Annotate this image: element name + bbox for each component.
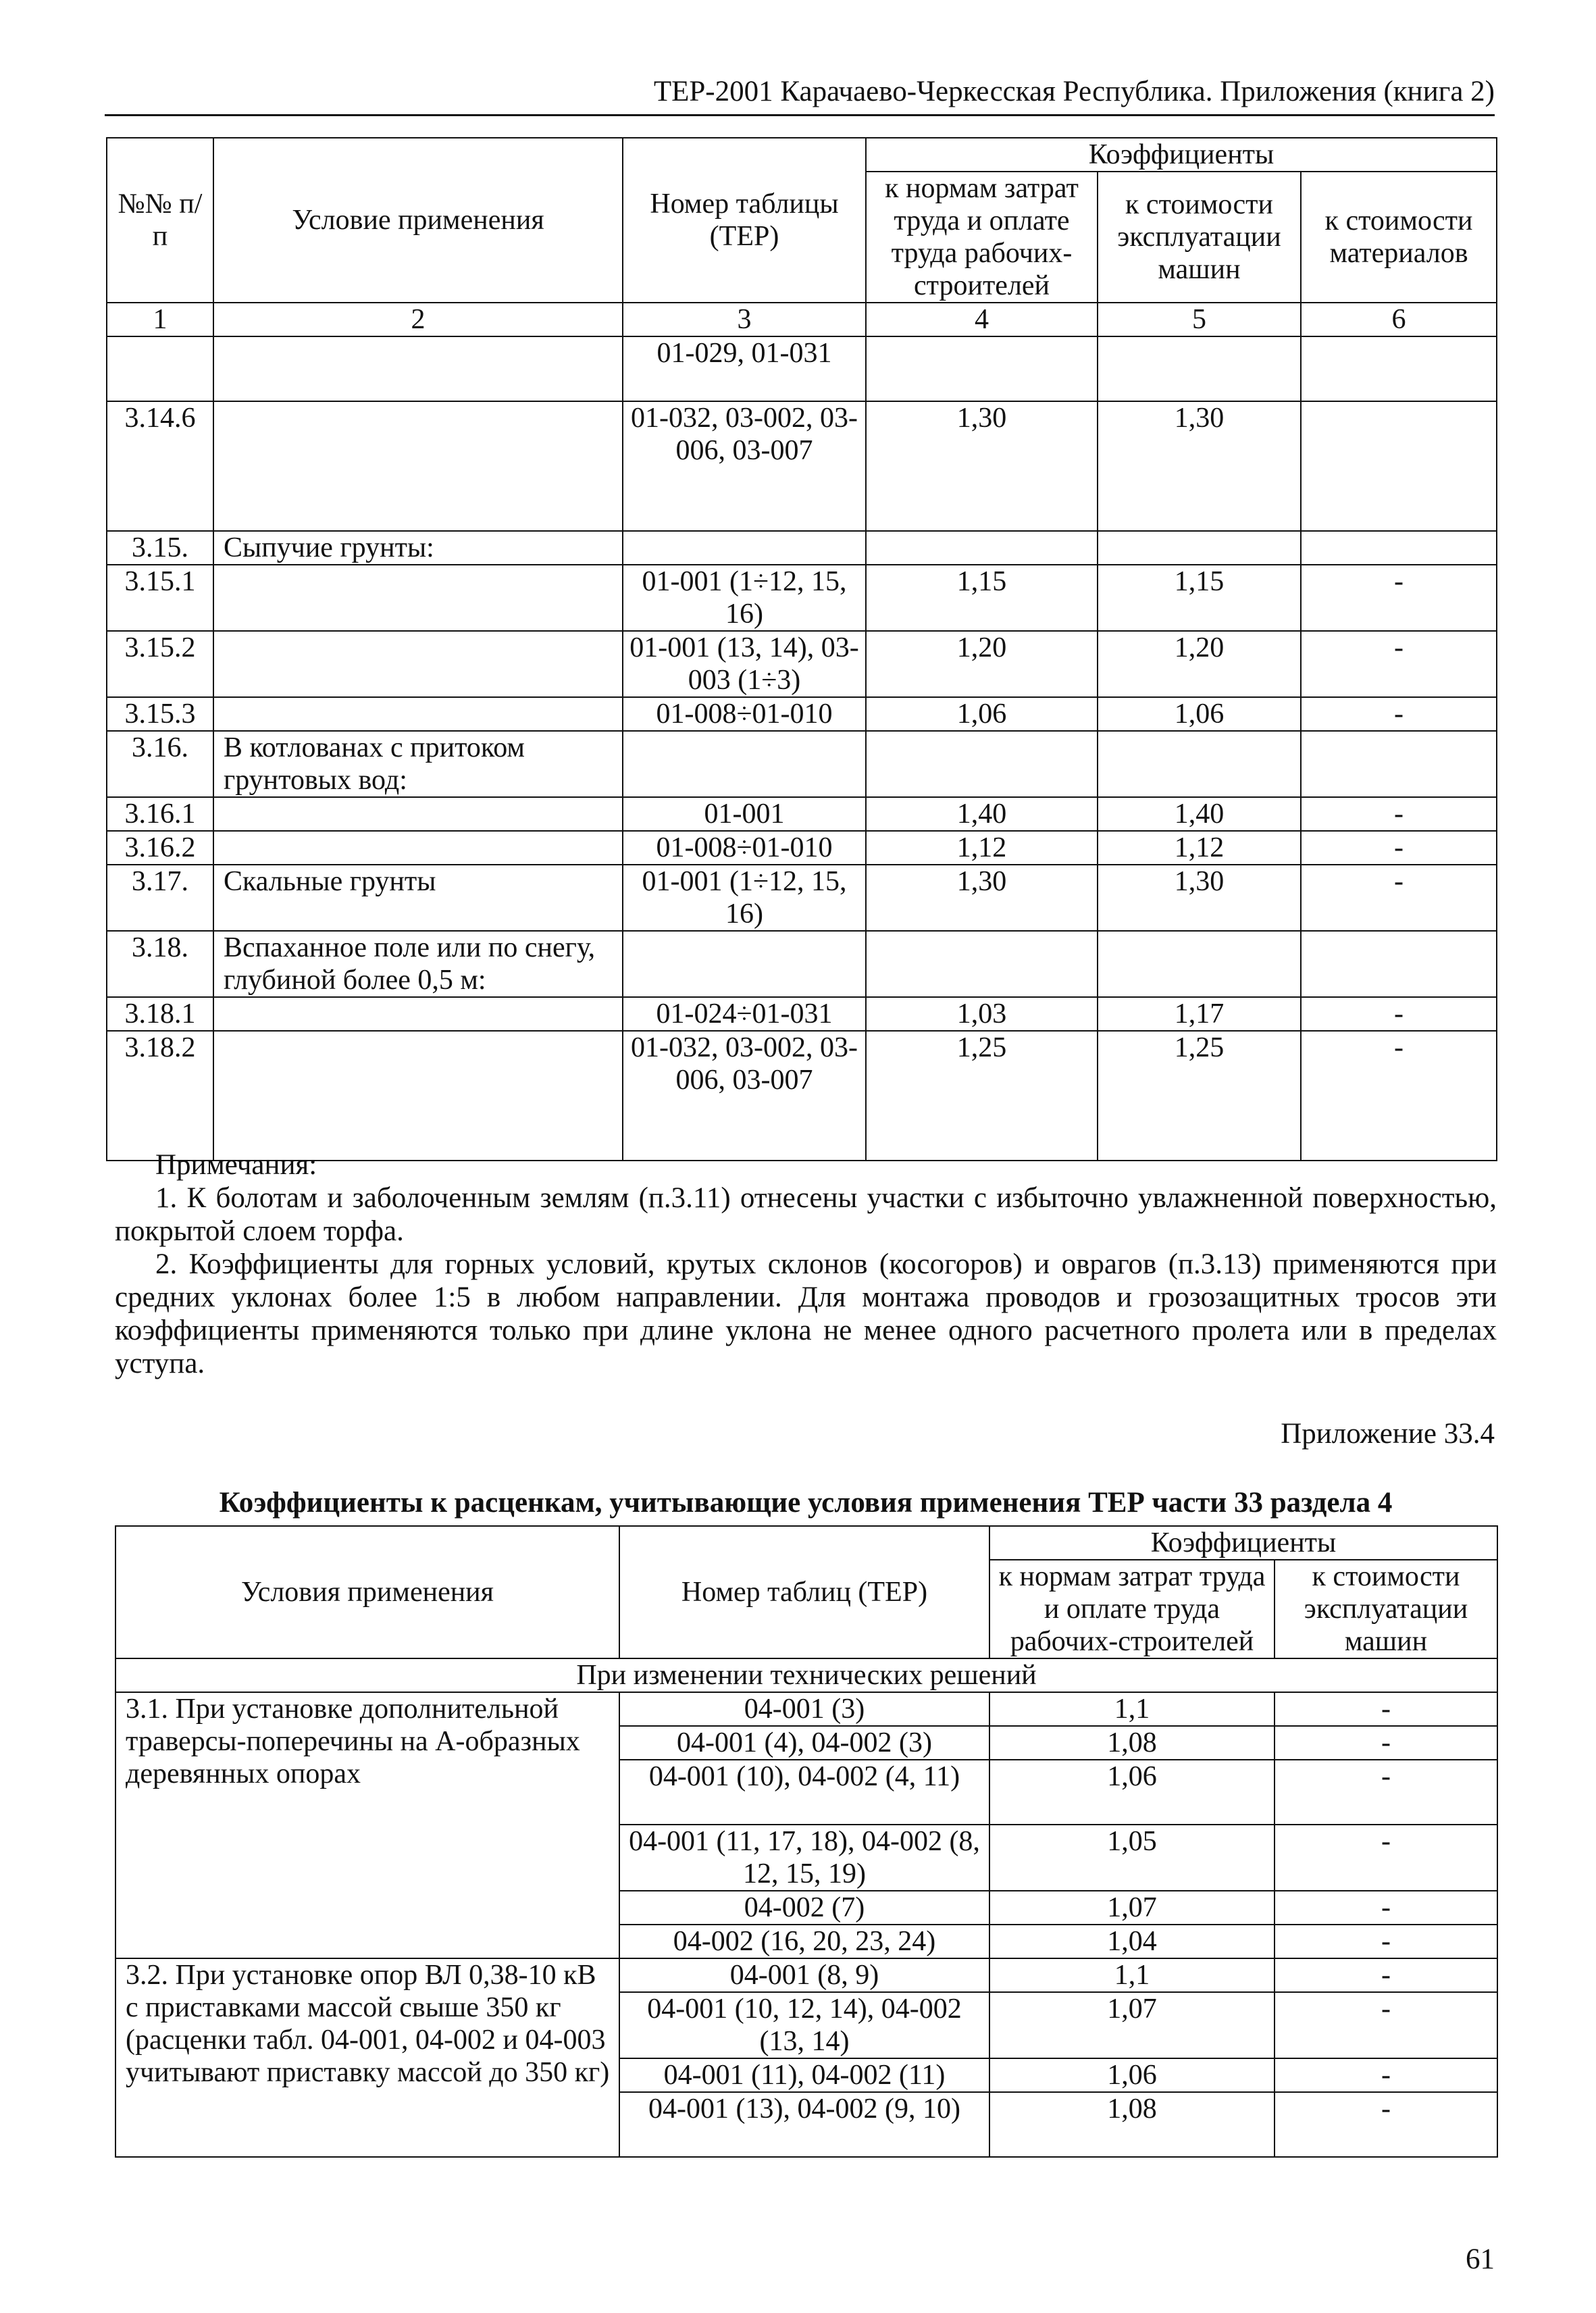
row-condition <box>213 565 623 631</box>
row-num: 3.14.6 <box>107 401 213 531</box>
row-labor <box>866 931 1098 997</box>
row-labor: 1,15 <box>866 565 1098 631</box>
row-labor: 1,08 <box>989 1726 1275 1760</box>
t2-header-coef-labor: к нормам затрат труда и оплате труда рабочих-строителей <box>989 1560 1275 1658</box>
row-machines: 1,30 <box>1098 865 1301 931</box>
row-labor: 1,1 <box>989 1958 1275 1992</box>
row-labor: 1,08 <box>989 2092 1275 2157</box>
row-table <box>623 931 866 997</box>
row-condition <box>213 401 623 531</box>
row-condition <box>213 631 623 697</box>
table-row <box>115 1958 1497 1992</box>
row-materials: - <box>1301 631 1497 697</box>
row-num: 3.15.3 <box>107 697 213 731</box>
row-table: 04-001 (10), 04-002 (4, 11) <box>619 1760 989 1825</box>
row-num: 3.16.1 <box>107 797 213 831</box>
row-machines: 1,20 <box>1098 631 1301 697</box>
row-labor: 1,04 <box>989 1925 1275 1958</box>
row-num: 3.17. <box>107 865 213 931</box>
row-machines: - <box>1275 1760 1497 1825</box>
row-labor: 1,30 <box>866 865 1098 931</box>
row-labor: 1,06 <box>989 1760 1275 1825</box>
header-coef-materials: к стоимости материалов <box>1301 172 1497 303</box>
row-table: 04-001 (13), 04-002 (9, 10) <box>619 2092 989 2157</box>
t2-header-table-number: Номер таблиц (ТЕР) <box>619 1526 989 1658</box>
row-machines: 1,15 <box>1098 565 1301 631</box>
row-table: 04-001 (3) <box>619 1692 989 1726</box>
row-condition <box>213 797 623 831</box>
row-machines: 1,06 <box>1098 697 1301 731</box>
t2-group2-condition: 3.2. При установке опор ВЛ 0,38-10 кВ с приставками массой свыше 350 кг (расценки табл. 04-001, 04-002 и 04-003 учитывают приставку массой до 350 кг) <box>115 1958 619 2157</box>
row-labor: 1,06 <box>866 697 1098 731</box>
page-number: 61 <box>1466 2243 1495 2275</box>
running-header <box>105 73 1495 116</box>
header-coefficients: Коэффициенты <box>866 138 1497 172</box>
row-table: 04-002 (16, 20, 23, 24) <box>619 1925 989 1958</box>
row-labor: 1,07 <box>989 1992 1275 2058</box>
row-materials <box>1301 931 1497 997</box>
row-labor: 1,12 <box>866 831 1098 865</box>
row-labor <box>866 531 1098 565</box>
table-row <box>107 931 1497 997</box>
row-table: 01-032, 03-002, 03-006, 03-007 <box>623 1031 866 1161</box>
row-machines <box>1098 336 1301 401</box>
row-machines: - <box>1275 1692 1497 1726</box>
row-machines: 1,12 <box>1098 831 1301 865</box>
row-condition <box>213 697 623 731</box>
row-table: 01-008÷01-010 <box>623 697 866 731</box>
col-number-1: 1 <box>107 303 213 336</box>
table-row <box>107 731 1497 797</box>
t2-section-heading: При изменении технических решений <box>115 1658 1497 1692</box>
table-row <box>107 831 1497 865</box>
row-table: 04-001 (4), 04-002 (3) <box>619 1726 989 1760</box>
row-materials <box>1301 531 1497 565</box>
table-row <box>107 531 1497 565</box>
row-labor: 1,25 <box>866 1031 1098 1161</box>
row-machines: - <box>1275 1925 1497 1958</box>
row-labor: 1,30 <box>866 401 1098 531</box>
row-machines: 1,30 <box>1098 401 1301 531</box>
row-labor: 1,1 <box>989 1692 1275 1726</box>
row-labor: 1,20 <box>866 631 1098 697</box>
row-table: 04-001 (10, 12, 14), 04-002 (13, 14) <box>619 1992 989 2058</box>
table-row <box>107 565 1497 631</box>
header-num: №№ п/п <box>107 138 213 303</box>
table-row <box>107 631 1497 697</box>
row-condition: Сыпучие грунты: <box>213 531 623 565</box>
note-1: 1. К болотам и заболоченным землям (п.3.11) отнесены участки с избыточно увлажненной поверхностью, покрытой слоем торфа. <box>115 1182 1497 1247</box>
table-row <box>107 865 1497 931</box>
row-num <box>107 336 213 401</box>
row-machines <box>1098 731 1301 797</box>
row-num: 3.16. <box>107 731 213 797</box>
row-materials <box>1301 731 1497 797</box>
col-number-6: 6 <box>1301 303 1497 336</box>
row-num: 3.18. <box>107 931 213 997</box>
row-machines: - <box>1275 2092 1497 2157</box>
row-labor: 1,07 <box>989 1891 1275 1925</box>
row-labor: 1,40 <box>866 797 1098 831</box>
coefficients-table-part-1 <box>106 137 1497 1161</box>
row-machines: - <box>1275 1825 1497 1891</box>
header-table-number: Номер таблицы (ТЕР) <box>623 138 866 303</box>
row-table: 04-001 (11, 17, 18), 04-002 (8, 12, 15, 19) <box>619 1825 989 1891</box>
row-machines: 1,17 <box>1098 997 1301 1031</box>
col-number-5: 5 <box>1098 303 1301 336</box>
row-num: 3.15.2 <box>107 631 213 697</box>
row-table <box>623 731 866 797</box>
row-labor: 1,05 <box>989 1825 1275 1891</box>
row-table: 01-001 (13, 14), 03-003 (1÷3) <box>623 631 866 697</box>
row-machines: - <box>1275 1726 1497 1760</box>
t2-header-coefficients: Коэффициенты <box>989 1526 1497 1560</box>
row-condition <box>213 831 623 865</box>
row-materials <box>1301 401 1497 531</box>
header-condition: Условие применения <box>213 138 623 303</box>
row-machines: - <box>1275 1958 1497 1992</box>
row-machines: - <box>1275 1891 1497 1925</box>
table-row <box>107 997 1497 1031</box>
coefficients-table-part-2 <box>115 1525 1498 2158</box>
running-header-text: ТЕР-2001 Карачаево-Черкесская Республика. Приложения (книга 2) <box>653 76 1495 107</box>
t2-group1-condition: 3.1. При установке дополнительной траверсы-поперечины на А-образных деревянных опорах <box>115 1692 619 1958</box>
row-materials: - <box>1301 565 1497 631</box>
table-row <box>107 1031 1497 1161</box>
notes-heading: Примечания: <box>155 1149 317 1181</box>
row-machines: - <box>1275 1992 1497 2058</box>
table-row <box>107 336 1497 401</box>
row-materials: - <box>1301 697 1497 731</box>
row-table: 01-001 (1÷12, 15, 16) <box>623 865 866 931</box>
row-num: 3.15. <box>107 531 213 565</box>
row-materials: - <box>1301 797 1497 831</box>
t2-header-condition: Условия применения <box>115 1526 619 1658</box>
row-num: 3.16.2 <box>107 831 213 865</box>
table-row <box>107 797 1497 831</box>
row-machines: 1,25 <box>1098 1031 1301 1161</box>
table-row <box>107 401 1497 531</box>
col-number-2: 2 <box>213 303 623 336</box>
row-materials: - <box>1301 865 1497 931</box>
row-materials <box>1301 336 1497 401</box>
table2-title: Коэффициенты к расценкам, учитывающие условия применения ТЕР части 33 раздела 4 <box>219 1487 1393 1519</box>
row-machines: 1,40 <box>1098 797 1301 831</box>
row-condition <box>213 997 623 1031</box>
row-table: 01-032, 03-002, 03-006, 03-007 <box>623 401 866 531</box>
row-labor <box>866 336 1098 401</box>
row-machines <box>1098 531 1301 565</box>
row-materials: - <box>1301 997 1497 1031</box>
row-materials: - <box>1301 1031 1497 1161</box>
row-table: 01-001 (1÷12, 15, 16) <box>623 565 866 631</box>
row-labor: 1,03 <box>866 997 1098 1031</box>
row-labor: 1,06 <box>989 2058 1275 2092</box>
row-table: 01-024÷01-031 <box>623 997 866 1031</box>
row-table: 04-001 (8, 9) <box>619 1958 989 1992</box>
row-machines: - <box>1275 2058 1497 2092</box>
notes-block <box>115 1148 1497 1380</box>
row-condition: В котлованах с притоком грунтовых вод: <box>213 731 623 797</box>
row-num: 3.18.1 <box>107 997 213 1031</box>
row-condition: Вспаханное поле или по снегу, глубиной более 0,5 м: <box>213 931 623 997</box>
row-labor <box>866 731 1098 797</box>
row-num: 3.15.1 <box>107 565 213 631</box>
col-number-3: 3 <box>623 303 866 336</box>
row-table: 01-008÷01-010 <box>623 831 866 865</box>
row-condition: Скальные грунты <box>213 865 623 931</box>
header-coef-machines: к стоимости эксплуатации машин <box>1098 172 1301 303</box>
row-materials: - <box>1301 831 1497 865</box>
t2-header-coef-machines: к стоимости эксплуатации машин <box>1275 1560 1497 1658</box>
header-rule <box>105 114 1495 116</box>
appendix-label: Приложение 33.4 <box>1281 1418 1495 1450</box>
row-table: 01-029, 01-031 <box>623 336 866 401</box>
row-table: 01-001 <box>623 797 866 831</box>
table-row <box>107 697 1497 731</box>
row-num: 3.18.2 <box>107 1031 213 1161</box>
table-row <box>115 1692 1497 1726</box>
row-condition <box>213 1031 623 1161</box>
col-number-4: 4 <box>866 303 1098 336</box>
row-table: 04-002 (7) <box>619 1891 989 1925</box>
row-table: 04-001 (11), 04-002 (11) <box>619 2058 989 2092</box>
row-machines <box>1098 931 1301 997</box>
row-table <box>623 531 866 565</box>
note-2: 2. Коэффициенты для горных условий, крутых склонов (косогоров) и оврагов (п.3.13) применяются при средних уклонах более 1:5 в любом направлении. Для монтажа проводов и грозозащитных тросов эти коэффициенты применяются только при длине уклона не менее одного расчетного пролета или в пределах уступа. <box>115 1248 1497 1379</box>
row-condition <box>213 336 623 401</box>
header-coef-labor: к нормам затрат труда и оплате труда рабочих-строителей <box>866 172 1098 303</box>
